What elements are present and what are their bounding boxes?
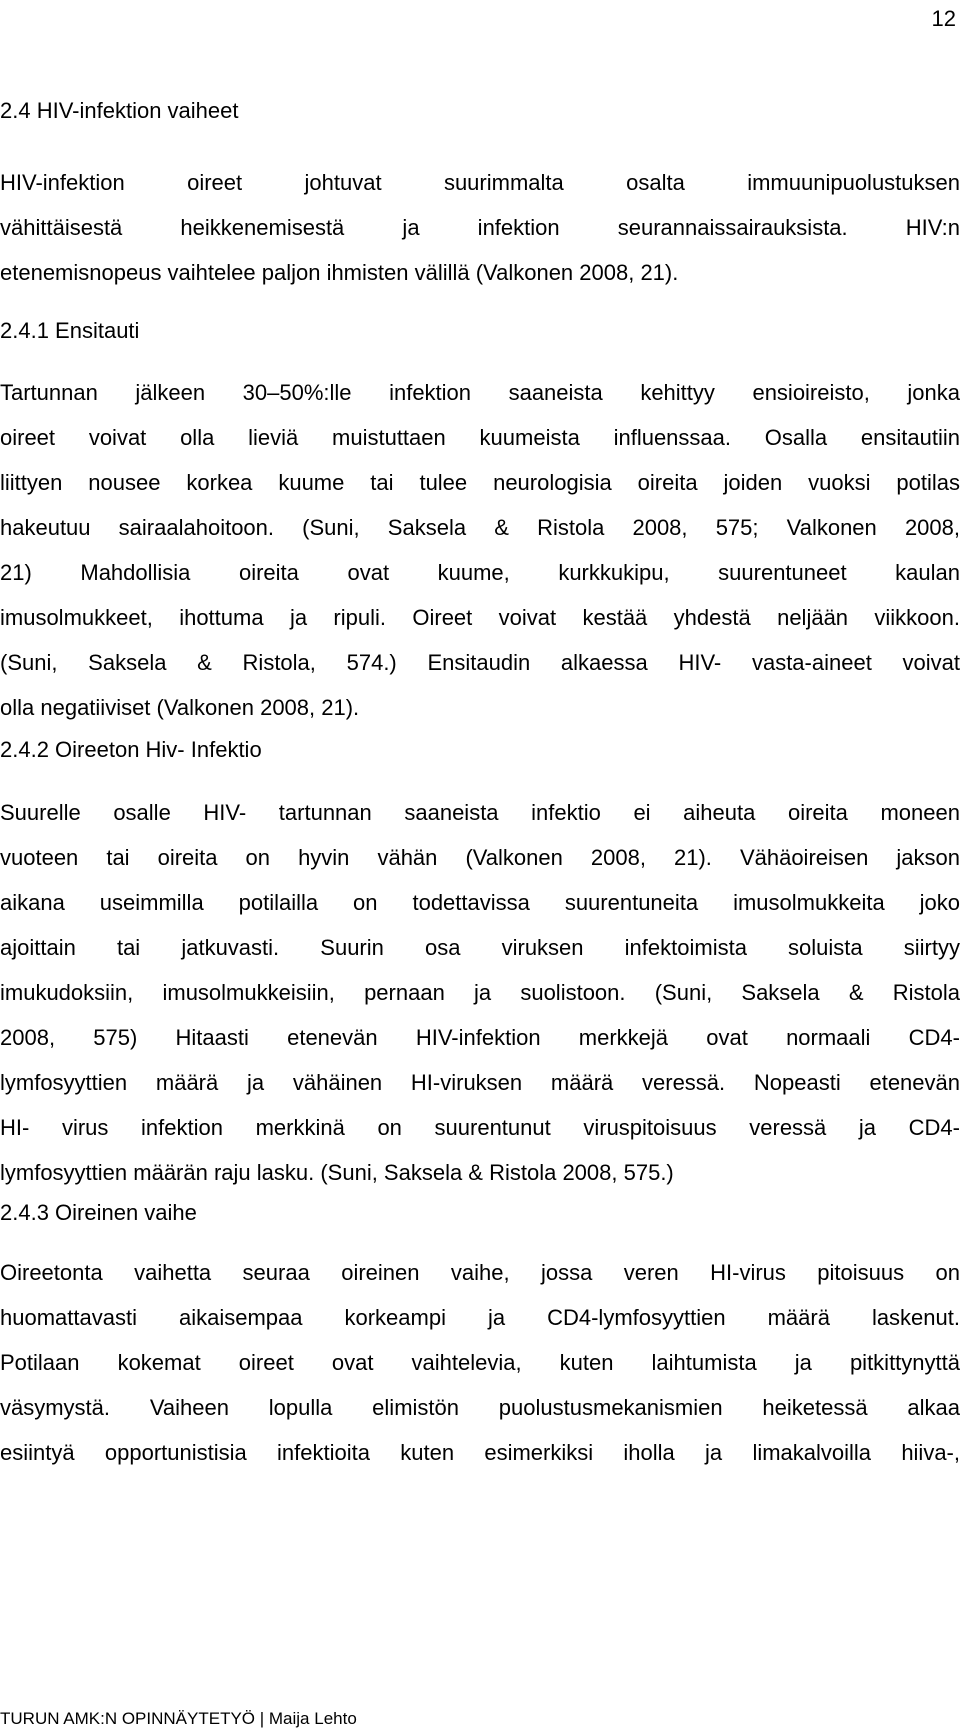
text-line: esiintyä opportunistisia infektioita kuten esimerkiksi iholla ja limakalvoilla hiiva-, [0,1440,960,1465]
text-line: Suurelle osalle HIV- tartunnan saaneista infektio ei aiheuta oireita moneen [0,800,960,825]
text-line: etenemisnopeus vaihtelee paljon ihmisten välillä (Valkonen 2008, 21). [0,260,679,285]
text-line: imusolmukkeet, ihottuma ja ripuli. Oireet voivat kestää yhdestä neljään viikkoon. [0,605,960,630]
text-line: vuoteen tai oireita on hyvin vähän (Valkonen 2008, 21). Vähäoireisen jakson [0,845,960,870]
text-line: oireet voivat olla lieviä muistuttaen kuumeista influenssaa. Osalla ensitautiin [0,425,960,450]
text-line: (Suni, Saksela & Ristola, 574.) Ensitaudin alkaessa HIV- vasta-aineet voivat [0,650,960,675]
text-line: lymfosyyttien määrä ja vähäinen HI-viruksen määrä veressä. Nopeasti etenevän [0,1070,960,1095]
section-heading-2-4-2: 2.4.2 Oireeton Hiv- Infektio [0,737,262,762]
text-line: HI- virus infektion merkkinä on suurentunut viruspitoisuus veressä ja CD4- [0,1115,960,1140]
section-heading-2-4: 2.4 HIV-infektion vaiheet [0,98,239,123]
text-line: väsymystä. Vaiheen lopulla elimistön puolustusmekanismien heiketessä alkaa [0,1395,960,1420]
text-line: imukudoksiin, imusolmukkeisiin, pernaan ja suolistoon. (Suni, Saksela & Ristola [0,980,960,1005]
section-heading-2-4-1: 2.4.1 Ensitauti [0,318,140,343]
text-line: hakeutuu sairaalahoitoon. (Suni, Saksela & Ristola 2008, 575; Valkonen 2008, [0,515,960,540]
text-line: vähittäisestä heikkenemisestä ja infektion seurannaissairauksista. HIV:n [0,215,960,240]
text-line: liittyen nousee korkea kuume tai tulee neurologisia oireita joiden vuoksi potilas [0,470,960,495]
text-line: HIV-infektion oireet johtuvat suurimmalta osalta immuunipuolustuksen [0,170,960,195]
text-line: huomattavasti aikaisempaa korkeampi ja CD4-lymfosyyttien määrä laskenut. [0,1305,960,1330]
section-heading-2-4-3: 2.4.3 Oireinen vaihe [0,1200,197,1225]
page-footer: TURUN AMK:N OPINNÄYTETYÖ | Maija Lehto [0,1709,357,1728]
text-line: Oireetonta vaihetta seuraa oireinen vaihe, jossa veren HI-virus pitoisuus on [0,1260,960,1285]
text-line: lymfosyyttien määrän raju lasku. (Suni, Saksela & Ristola 2008, 575.) [0,1160,674,1185]
paragraph-2-4 [0,160,960,295]
text-line: Tartunnan jälkeen 30–50%:lle infektion saaneista kehittyy ensioireisto, jonka [0,380,960,405]
text-line: Potilaan kokemat oireet ovat vaihtelevia, kuten laihtumista ja pitkittynyttä [0,1350,960,1375]
paragraph-2-4-1 [0,370,960,730]
paragraph-2-4-2 [0,790,960,1195]
text-line: ajoittain tai jatkuvasti. Suurin osa viruksen infektoimista soluista siirtyy [0,935,960,960]
text-line: aikana useimmilla potilailla on todettavissa suurentuneita imusolmukkeita joko [0,890,960,915]
text-line: 21) Mahdollisia oireita ovat kuume, kurkkukipu, suurentuneet kaulan [0,560,960,585]
text-line: 2008, 575) Hitaasti etenevän HIV-infektion merkkejä ovat normaali CD4- [0,1025,960,1050]
text-line: olla negatiiviset (Valkonen 2008, 21). [0,695,360,720]
page-number: 12 [931,6,956,31]
paragraph-2-4-3 [0,1250,960,1475]
